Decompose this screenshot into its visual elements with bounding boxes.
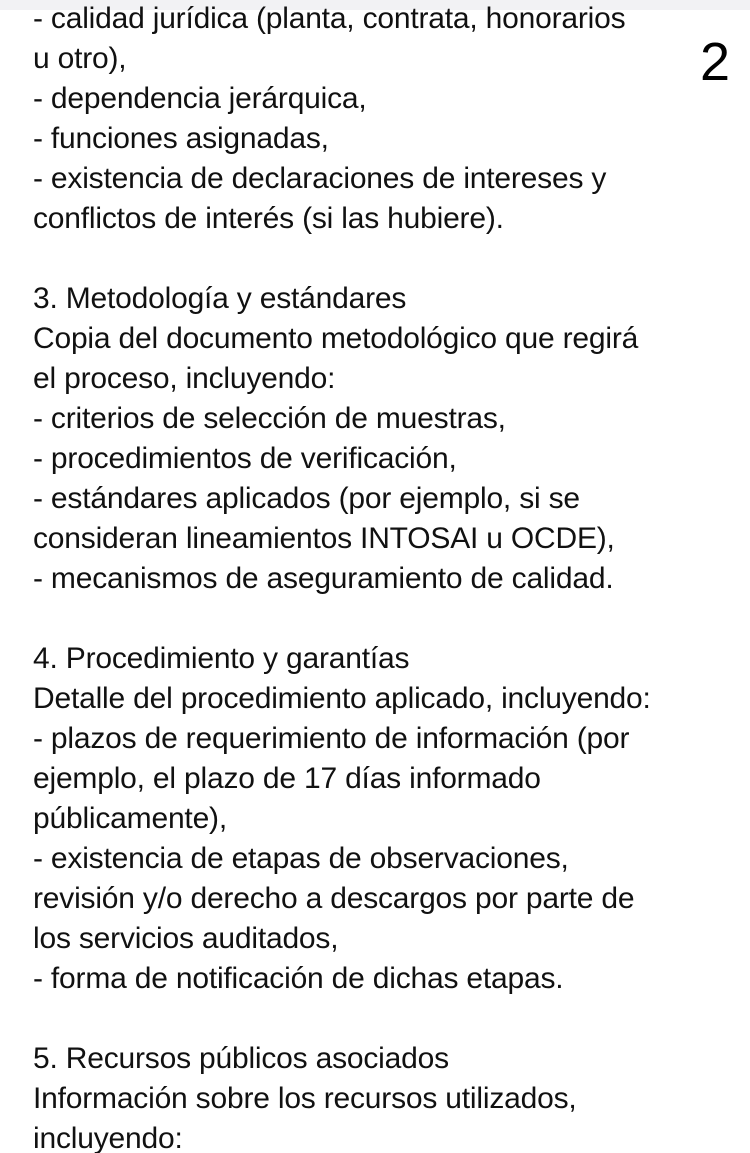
text-line: públicamente), (33, 802, 227, 835)
text-line: Información sobre los recursos utilizados, (33, 1082, 577, 1115)
text-line: el proceso, incluyendo: (33, 362, 336, 395)
text-line: - existencia de etapas de observaciones, (33, 842, 569, 875)
text-line: consideran lineamientos INTOSAI u OCDE), (33, 522, 615, 555)
text-line: los servicios auditados, (33, 922, 339, 955)
text-line: conflictos de interés (si las hubiere). (33, 202, 504, 235)
text-line: u otro), (33, 42, 127, 75)
text-line: Detalle del procedimiento aplicado, incluyendo: (33, 682, 651, 715)
text-line: - funciones asignadas, (33, 122, 329, 155)
text-line: - estándares aplicados (por ejemplo, si se (33, 482, 580, 515)
text-line: incluyendo: (33, 1122, 183, 1153)
text-line: - existencia de declaraciones de intereses y (33, 162, 607, 195)
text-line: - criterios de selección de muestras, (33, 402, 506, 435)
text-line: - plazos de requerimiento de información (por (33, 722, 630, 755)
text-line: - calidad jurídica (planta, contrata, honorarios (33, 2, 626, 35)
section-heading-procedimiento: 4. Procedimiento y garantías (33, 642, 410, 675)
text-line: ejemplo, el plazo de 17 días informado (33, 762, 541, 795)
text-line: revisión y/o derecho a descargos por parte de (33, 882, 635, 915)
blank-line (33, 999, 733, 1039)
blank-line (33, 599, 733, 639)
blank-line (33, 239, 733, 279)
section-heading-recursos: 5. Recursos públicos asociados (33, 1042, 449, 1075)
text-line: - mecanismos de aseguramiento de calidad. (33, 562, 614, 595)
text-line: Copia del documento metodológico que regirá (33, 322, 639, 355)
text-line: - procedimientos de verificación, (33, 442, 457, 475)
text-line: - forma de notificación de dichas etapas. (33, 962, 564, 995)
page-number: 2 (700, 32, 731, 92)
text-line: - dependencia jerárquica, (33, 82, 367, 115)
section-heading-metodologia: 3. Metodología y estándares (33, 282, 407, 315)
document-body[interactable] (33, 0, 733, 1153)
